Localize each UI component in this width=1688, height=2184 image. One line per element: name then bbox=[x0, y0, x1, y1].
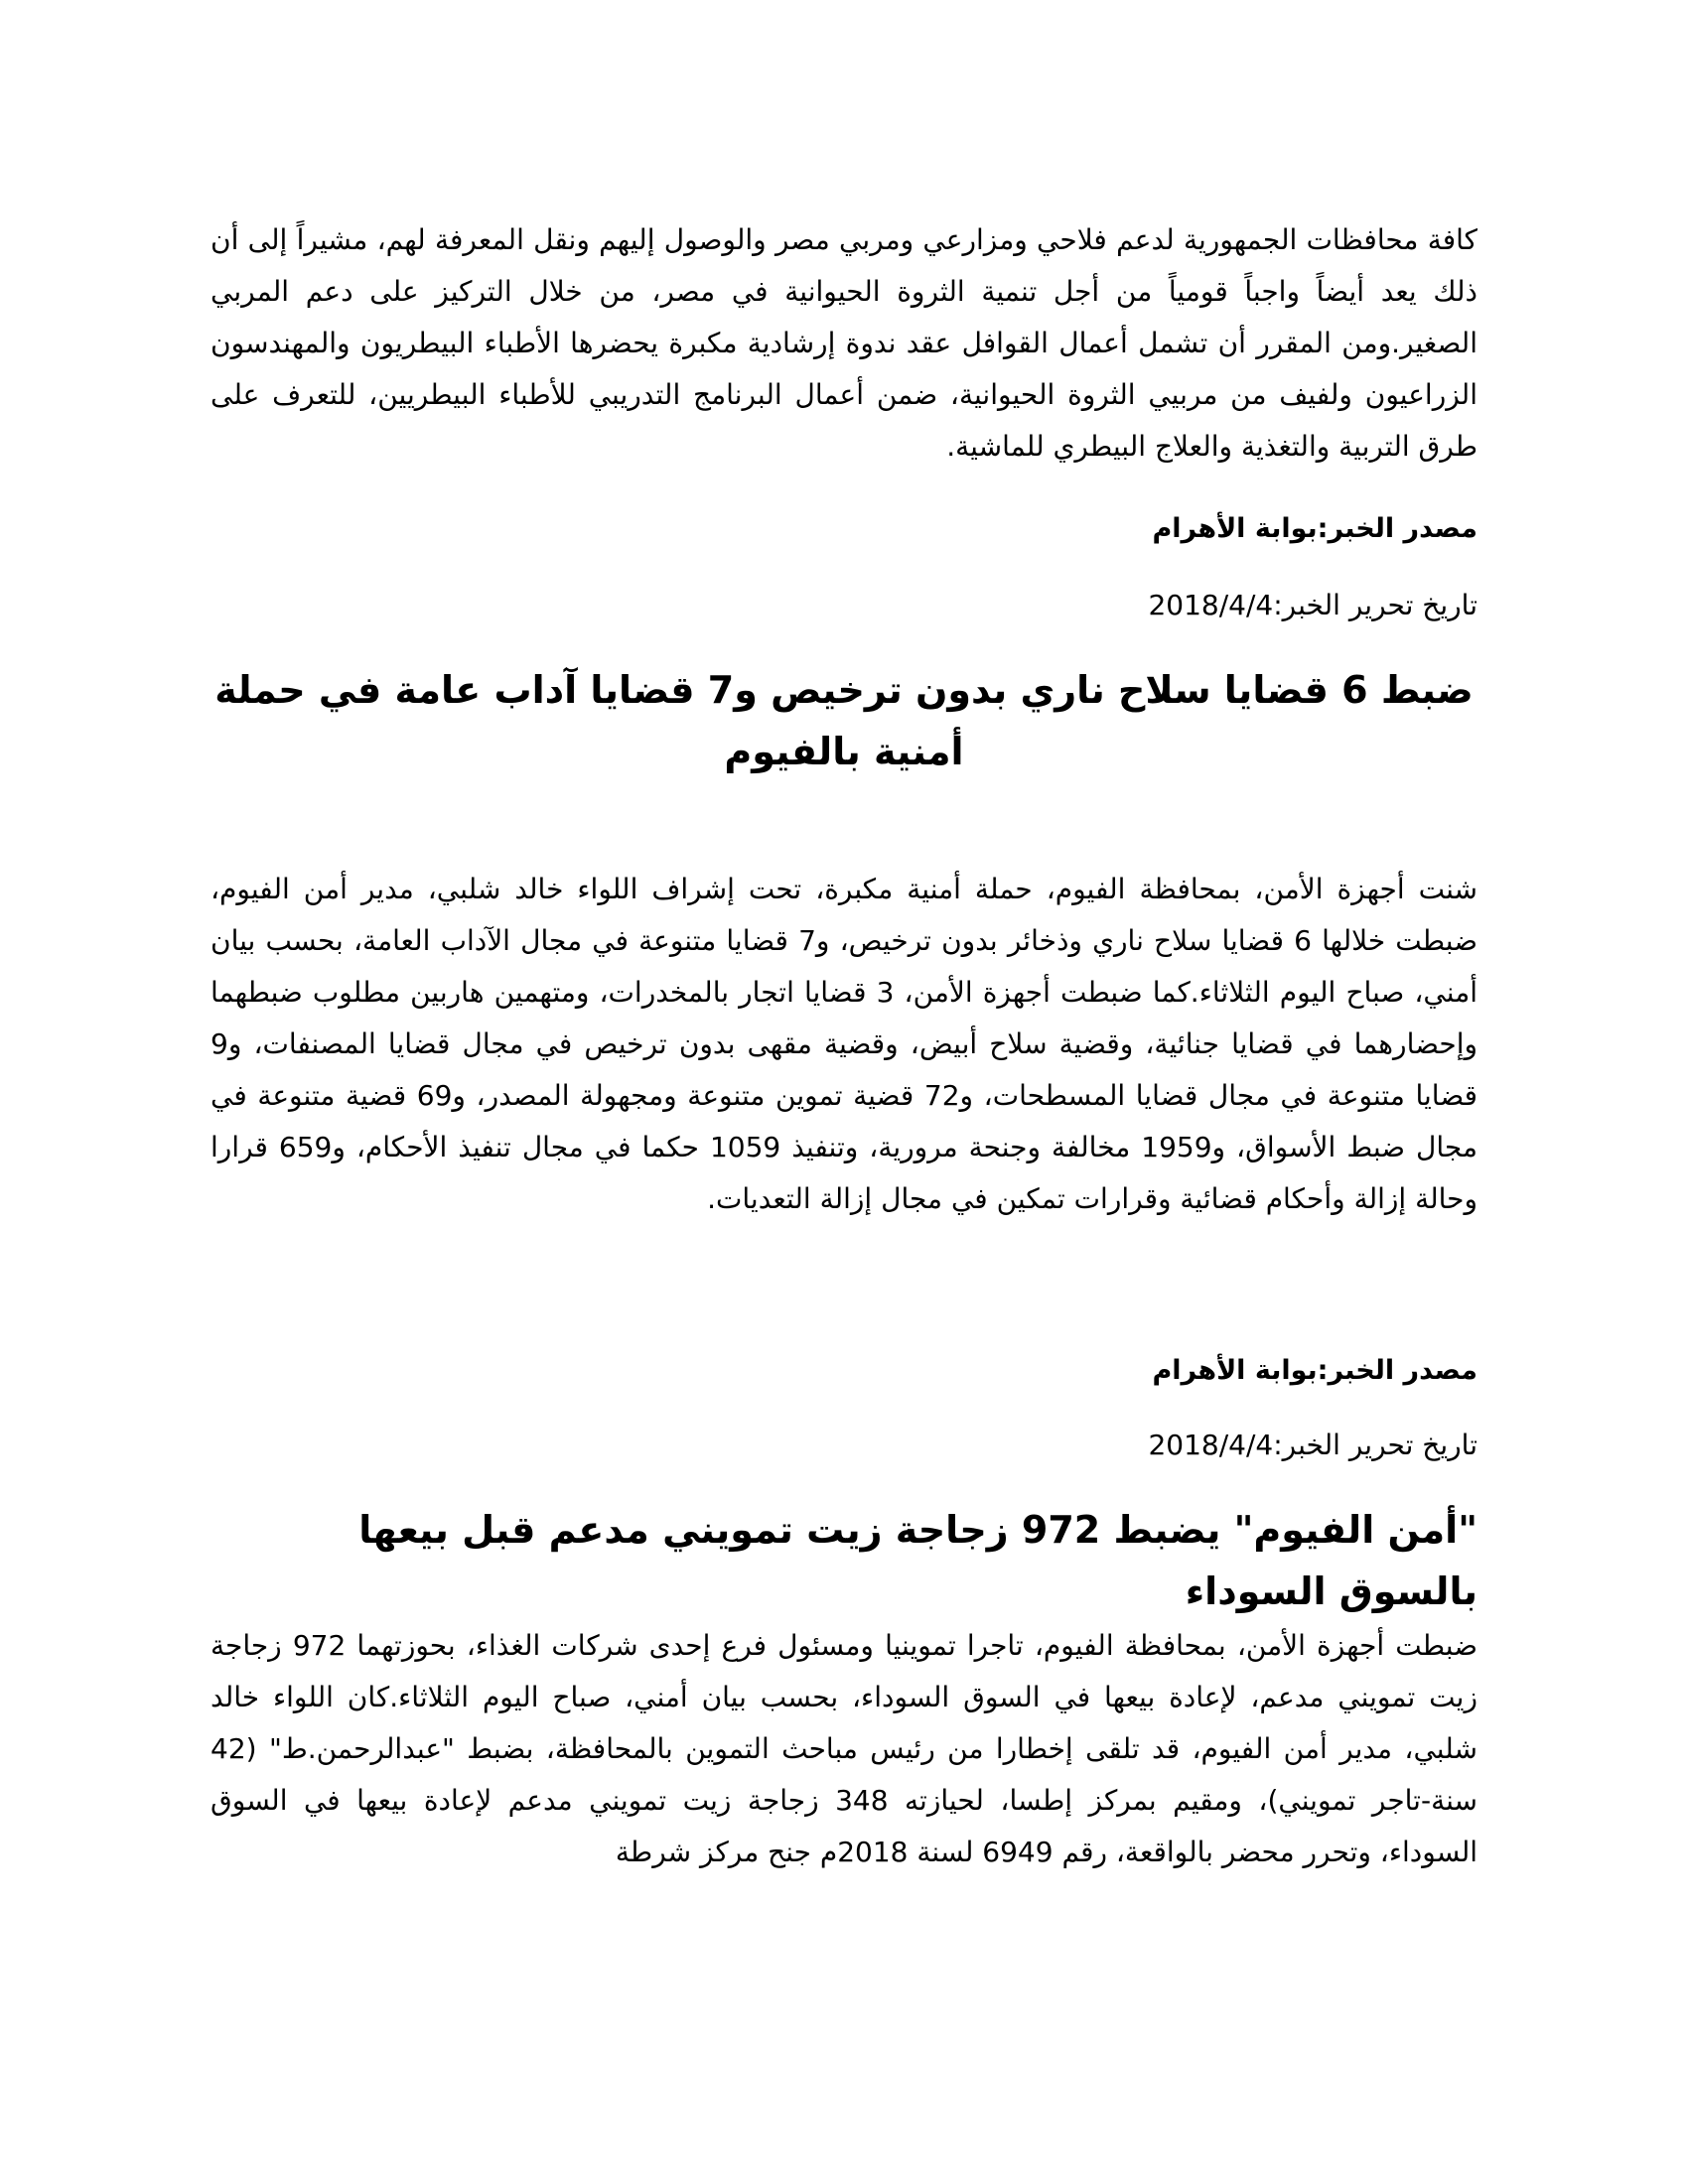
intro-date-block bbox=[211, 588, 1477, 623]
intro-date-line: تاريخ تحرير الخبر:2018/4/4 bbox=[1148, 589, 1477, 621]
article-2-paragraph: ضبطت أجهزة الأمن، بمحافظة الفيوم، تاجرا تموينيا ومسئول فرع إحدى شركات الغذاء، بحوزتهما 972 زجاجة زيت تمويني مدعم، لإعادة بيعها في السوق السوداء، بحسب بيان أمني، صباح اليوم الثلاثاء.كان اللواء خالد شلبي، مدير أمن الفيوم، قد تلقى إخطارا من رئيس مباحث التموين بالمحافظة، بضبط "عبدالرحمن.ط" (42 سنة-تاجر تمويني)، ومقيم بمركز إطسا، لحيازته 348 زجاجة زيت تمويني مدعم لإعادة بيعها في السوق السوداء، وتحرر محضر بالواقعة، رقم 6949 لسنة 2018م جنح مركز شرطة bbox=[211, 1629, 1477, 1868]
intro-section bbox=[211, 214, 1477, 473]
article-1-headline-block bbox=[211, 659, 1477, 782]
article-1-source-line: مصدر الخبر:بوابة الأهرام bbox=[1152, 1355, 1477, 1386]
article-1-body-block bbox=[211, 864, 1477, 1225]
intro-source-line: مصدر الخبر:بوابة الأهرام bbox=[1152, 513, 1477, 544]
article-1-paragraph: شنت أجهزة الأمن، بمحافظة الفيوم، حملة أمنية مكبرة، تحت إشراف اللواء خالد شلبي، مدير أمن الفيوم، ضبطت خلالها 6 قضايا سلاح ناري وذخائر بدون ترخيص، و7 قضايا متنوعة في مجال الآداب العامة، بحسب بيان أمني، صباح اليوم الثلاثاء.كما ضبطت أجهزة الأمن، 3 قضايا اتجار بالمخدرات، ومتهمين هاربين مطلوب ضبطهما وإحضارهما في قضايا جنائية، وقضية سلاح أبيض، وقضية مقهى بدون ترخيص في مجال قضايا المصنفات، و9 قضايا متنوعة في مجال قضايا المسطحات، و72 قضية تموين متنوعة ومجهولة المصدر، و69 قضية متنوعة في مجال ضبط الأسواق، و1959 مخالفة وجنحة مرورية، وتنفيذ 1059 حكما في مجال تنفيذ الأحكام، و659 قرارا وحالة إزالة وأحكام قضائية وقرارات تمكين في مجال إزالة التعديات. bbox=[211, 873, 1478, 1215]
article-2-headline: "أمن الفيوم" يضبط 972 زجاجة زيت تمويني مدعم قبل بيعها بالسوق السوداء bbox=[358, 1508, 1477, 1613]
article-1-date-block bbox=[211, 1428, 1477, 1463]
article-1-date-line: تاريخ تحرير الخبر:2018/4/4 bbox=[1148, 1429, 1477, 1461]
article-2-body-block bbox=[211, 1620, 1477, 1878]
article-2-headline-block bbox=[211, 1499, 1477, 1622]
intro-source-block bbox=[211, 512, 1477, 546]
article-1-headline: ضبط 6 قضايا سلاح ناري بدون ترخيص و7 قضايا آداب عامة في حملة أمنية بالفيوم bbox=[214, 668, 1474, 773]
intro-paragraph: كافة محافظات الجمهورية لدعم فلاحي ومزارعي ومربي مصر والوصول إليهم ونقل المعرفة لهم، مشيراً إلى أن ذلك يعد أيضاً واجباً قومياً من أجل تنمية الثروة الحيوانية في مصر، من خلال التركيز على دعم المربي الصغير.ومن المقرر أن تشمل أعمال القوافل عقد ندوة إرشادية مكبرة يحضرها الأطباء البيطريون والمهندسون الزراعيون ولفيف من مربيي الثروة الحيوانية، ضمن أعمال البرنامج التدريبي للأطباء البيطريين، للتعرف على طرق التربية والتغذية والعلاج البيطري للماشية. bbox=[211, 223, 1477, 463]
article-1-source-block bbox=[211, 1354, 1477, 1388]
